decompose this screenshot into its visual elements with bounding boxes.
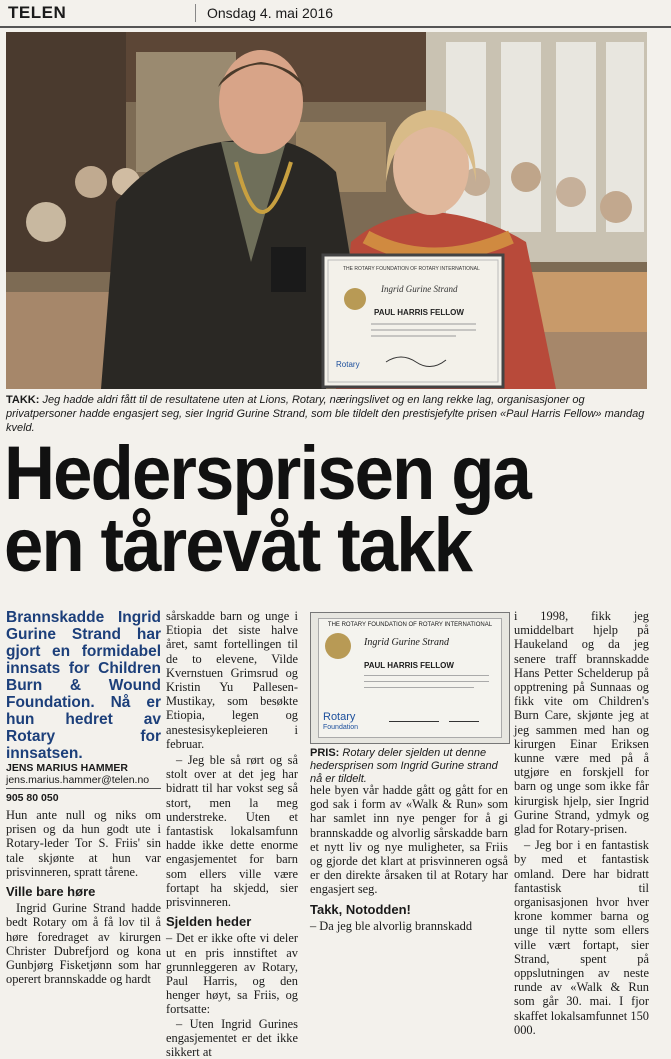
divider <box>364 687 474 688</box>
subheading-ville-bare-hore: Ville bare høre <box>6 884 96 900</box>
photo-caption <box>6 393 647 435</box>
paragraph: – Jeg bor i en fantastisk by med et fantastisk omland. Dere har bidratt fantastisk til organisasjonen hvor hver krone kommer barna og unge til nytte som ellers ville vært fortapt, sier Strand, spent på oppslutningen av neste runde av «Walk & Run som går 30. mai. I fjor skaffet lokalsamfunnet 150 000. <box>514 838 649 1037</box>
subheading-sjelden-heder: Sjelden heder <box>166 914 252 930</box>
divider <box>364 675 489 676</box>
newspaper-header <box>0 0 671 28</box>
headline <box>4 431 609 588</box>
photo-cert-title: PAUL HARRIS FELLOW <box>374 308 464 317</box>
certificate-caption <box>310 747 510 786</box>
paragraph: i 1998, fikk jeg umiddelbart hjelp på Haukeland og da jeg senere traff brannskadde Hans Petter Schelderup på opptrening på Sunnaas og fikk vite om Children's Burn Care, skjønte jeg at jeg sammen med han og kirurgen Einar Eriksen kunne være med på å utgjøre en forskjell for barn og unge som ikke får kirurgisk hjelp, sier Ingrid Gurine Strand, ydmyk og glad for Rotary-prisen. <box>514 609 649 837</box>
certificate-caption-lead: PRIS: <box>310 747 340 759</box>
subheading-takk-notodden: Takk, Notodden! <box>310 901 411 917</box>
newspaper-name: TELEN <box>8 3 67 22</box>
column-1 <box>6 609 161 986</box>
certificate-name: Ingrid Gurine Strand <box>364 637 449 648</box>
paragraph: Ingrid Gurine Strand hadde bedt Rotary om å få lov til å høre foredraget av kirurgen Christer Dubrefjord og kona Gunbjørg Fisketjønn som har operert brannskadde og hardt <box>6 901 161 987</box>
photo-rotary-logo: Rotary <box>336 360 360 369</box>
certificate-org: THE ROTARY FOUNDATION OF ROTARY INTERNATIONAL <box>327 622 493 628</box>
author-phone: 905 80 050 <box>6 792 59 804</box>
author-name: JENS MARIUS HAMMER <box>6 762 128 774</box>
signature <box>449 709 479 722</box>
byline <box>6 762 161 804</box>
main-photo <box>6 32 647 389</box>
paragraph: hele byen vår hadde gått og gått for en god sak i form av «Walk & Run» som har samlet inn nye penger for å gi brannskadde og alvorlig sårskadde barn et nytt liv og nye muligheter, sa Friis og gjorde det klart at prisvinneren også er den direkte årsaken til at Rotary har engasjert seg. <box>310 783 508 897</box>
paragraph: – Uten Ingrid Gurines engasjementet er det ikke sikkert at <box>166 1016 298 1059</box>
author-email: jens.marius.hammer@telen.no <box>6 774 161 789</box>
certificate-caption-text: Rotary deler sjelden ut denne hedersprisen som Ingrid Gurine strand nå er tildelt. <box>310 747 498 785</box>
headline-line-1: Hedersprisen ga <box>4 431 530 516</box>
caption-text: Jeg hadde aldri fått til de resultatene uten at Lions, Rotary, næringslivet og en lang rekke lag, organisasjoner og privatpersoner hadde engasjert seg, sier Ingrid Gurine Strand, som ble tildelt den prestisjefylte prisen «Paul Harris Fellow» mandag kveld. <box>6 394 645 434</box>
paragraph: sårskadde barn og unge i Etiopia det siste halve året, samt fortellingen til de to elevene, Vilde Kvernstuen Grimsrud og Kristin Yu Pallesen-Mustikay, som besøkte Etiopia, legen og anestesisykepleieren i februar. <box>166 609 298 751</box>
headline-line-2: en tårevåt takk <box>4 503 472 588</box>
rotary-foundation: Foundation <box>323 724 359 731</box>
article-lead: Brannskadde Ingrid Gurine Strand har gjort en formidabel innsats for Children Burn & Wound Foundation. Nå er hun hedret av Rotary for innsatsen. <box>6 609 161 762</box>
paragraph: Hun ante null og niks om prisen og da hun godt ute i Rotary-leder Tor S. Friis' sin tale skjønte at hun var prisvinneren, spratt tårene. <box>6 808 161 879</box>
certificate-award: PAUL HARRIS FELLOW <box>364 661 454 670</box>
paragraph: – Da jeg ble alvorlig brannskadd <box>310 918 473 933</box>
photo-cert-name: Ingrid Gurine Strand <box>381 284 458 294</box>
paragraph: – Jeg ble så rørt og så stolt over at det jeg har bidratt til har vokst seg så stort, men la meg understreke. Uten et fantastisk lokalsamfunn hadde ikke dette enorme engasjementet for barn som ellers ville være fortapt ha skjedd, sier prisvinneren. <box>166 753 298 910</box>
column-3 <box>310 783 508 933</box>
certificate <box>318 618 502 738</box>
issue-date: Onsdag 4. mai 2016 <box>207 5 334 21</box>
caption-lead: TAKK: <box>6 394 40 406</box>
divider <box>364 681 489 682</box>
header-divider <box>195 4 196 22</box>
medal-icon <box>325 633 351 659</box>
rotary-logo: Rotary <box>323 711 356 723</box>
photo-cert-org: THE ROTARY FOUNDATION OF ROTARY INTERNATIONAL <box>343 266 480 272</box>
column-4 <box>514 609 649 1037</box>
signature <box>389 709 439 722</box>
paragraph: – Det er ikke ofte vi deler ut en pris innstiftet av grunnleggeren av Rotary, Paul Harris, og den henger høyt, sa Friis, og fortsatte: <box>166 931 298 1017</box>
column-2 <box>166 609 298 1059</box>
